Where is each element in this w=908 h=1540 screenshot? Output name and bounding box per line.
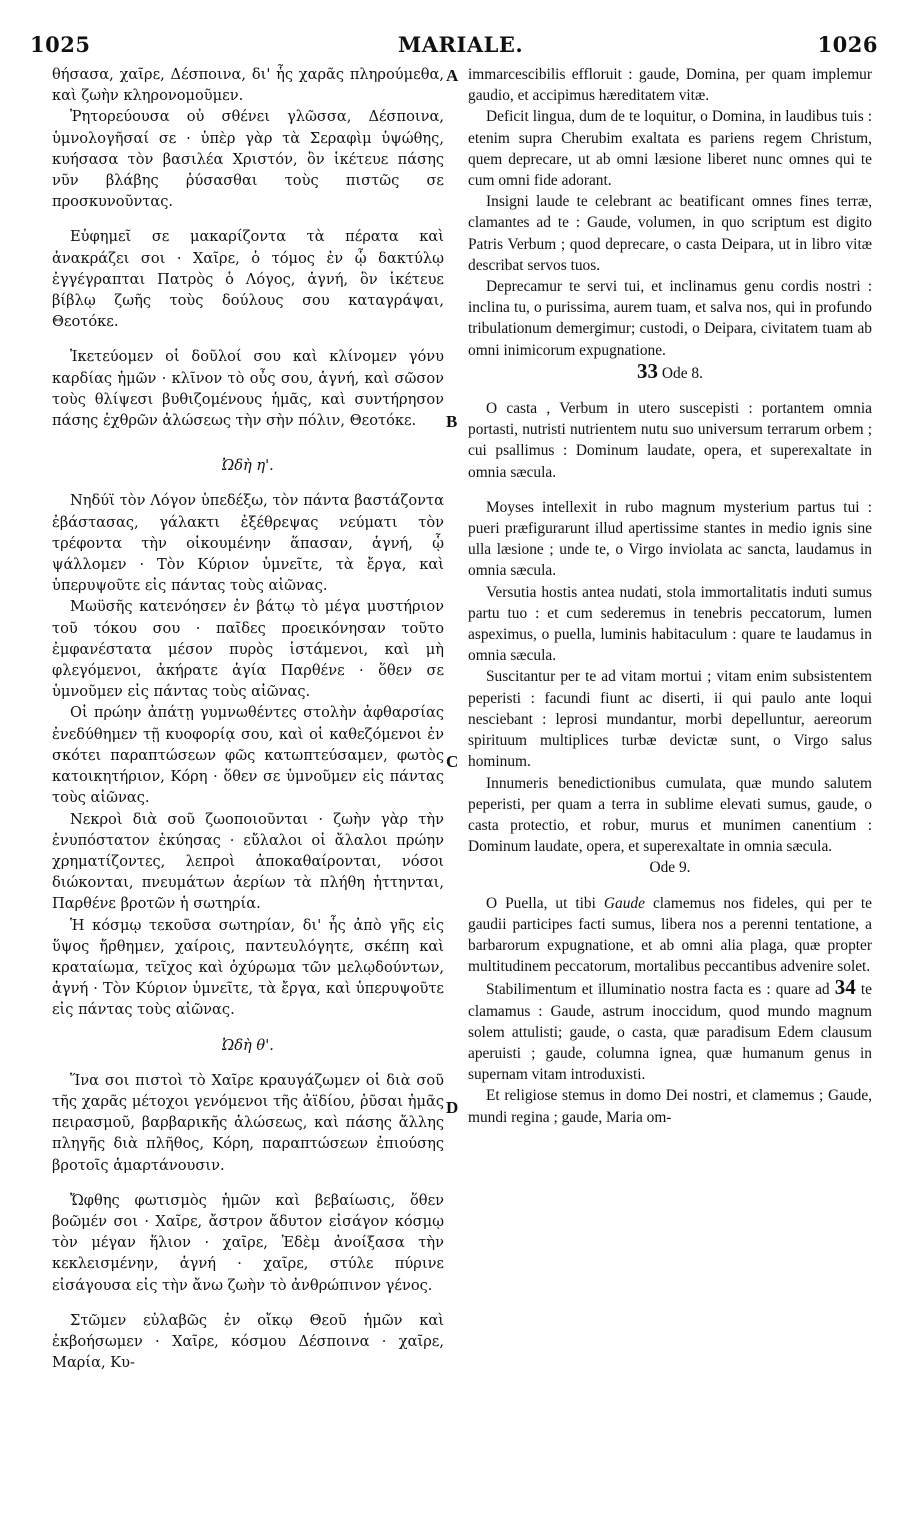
latin-paragraph: Deficit lingua, dum de te loquitur, o Domina, in laudibus tuis : etenim supra Cherubim exaltata es pariens regem Christum, quem deprecare, ut ab omni læsione liberet nunc omnes qui te cum omni fide adorant. xyxy=(468,108,872,190)
margin-marker-c: C xyxy=(446,752,459,771)
greek-paragraph: Μωϋσῆς κατενόησεν ἐν βάτῳ τὸ μέγα μυστήριον τοῦ τόκου σου · παῖδες προεικόνησαν τοῦτο ἐμφανέστατα μέσον πυρὸς ἱστάμενοι, καὶ μὴ φλεγόμενοι, ἀκήρατε ἁγία Παρθένε · ὅθεν σε ὑμνοῦμεν εἰς πάντας τοὺς αἰῶνας. xyxy=(52,598,444,701)
latin-paragraph xyxy=(468,977,872,1085)
greek-paragraph: Ῥητορεύουσα οὐ σθένει γλῶσσα, Δέσποινα, ὑμνολογῆσαί σε · ὑπὲρ γὰρ τὰ Σεραφὶμ ὑψώθης, κυήσασα τὸν βασιλέα Χριστόν, ὃν ἱκέτευε πάσης νῦν βλάβης ῥύσασθαι τοὺς πιστῶς σε προσκυνοῦντας. xyxy=(52,108,444,211)
latin-paragraph xyxy=(468,893,872,978)
greek-paragraph: Ἡ κόσμῳ τεκοῦσα σωτηρίαν, δι' ἧς ἀπὸ γῆς εἰς ὕψος ἤρθημεν, χαίροις, παντευλόγητε, σκέπη καὶ κραταίωμα, τεῖχος καὶ ὀχύρωμα τῶν μελῳδούντων, ἁγνή · Τὸν Κύριον ὑμνεῖτε, τὰ ἔργα, καὶ ὑπερυψοῦτε εἰς πάντας τοὺς αἰῶνας. xyxy=(52,916,444,1019)
greek-paragraph: Ὤφθης φωτισμὸς ἡμῶν καὶ βεβαίωσις, ὅθεν βοῶμέν σοι · Χαῖρε, ἄστρον ἄδυτον εἰσάγον κόσμῳ τὸν μέγαν ἥλιον · χαῖρε, Ἐδὲμ ἀνοίξασα τὴν κεκλεισμένην, ἁγνή · χαῖρε, στύλε πύρινε εἰσάγουσα εἰς τὴν ἄνω ζωὴν τὸ ἀνθρώπινον γένος. xyxy=(52,1191,444,1294)
latin-text-segment: O Puella, ut tibi xyxy=(486,894,604,912)
page-number-right: 1026 xyxy=(817,32,878,57)
greek-paragraph: θήσασα, χαῖρε, Δέσποινα, δι' ἧς χαρᾶς πληρούμεθα, καὶ ζωὴν κληρονομοῦμεν. xyxy=(52,66,444,105)
ode-8-label: Ode 8. xyxy=(661,364,703,382)
latin-paragraph: Moyses intellexit in rubo magnum mysterium partus tui : pueri præfigurarunt illud apertissime stantes in medio ignis sine ulla læsione ; unde te, o Virgo inviolata ac sancta, laudamus in omnia sæcula. xyxy=(468,498,872,580)
latin-paragraph: O casta , Verbum in utero suscepisti : portantem omnia portasti, nutristi nutrientem nutu suo universum terrarum orbem ; cui psallimus : Dominum laudate, opera, et superexaltate in omnia sæcula. xyxy=(468,400,872,481)
greek-paragraph: Ἱκετεύομεν οἱ δοῦλοί σου καὶ κλίνομεν γόνυ καρδίας ἡμῶν · κλῖνον τὸ οὖς σου, ἁγνή, καὶ σῶσον τοὺς θλίψεσι βυθιζομένους ἡμᾶς, καὶ συντήρησον πάσης ἐχθρῶν ἁλώσεως τὴν σὴν πόλιν, Θεοτόκε. xyxy=(52,348,444,430)
latin-column xyxy=(468,64,872,1128)
latin-paragraph: Suscitantur per te ad vitam mortui ; vitam enim subsistentem peperisti : facundi fiunt ac diserti, ii qui paulo ante loqui nesciebant : leprosi mundantur, morbi depelluntur, aereorum spirituum multiplices turbæ devictæ sunt, o Virgo salus hominum. xyxy=(468,668,872,771)
margin-marker-b: B xyxy=(446,412,458,431)
latin-text-segment: te clamamus : Gaude, astrum inoccidum, quod mundo magnum solem attulisti; gaude, o casta, quæ paradisum Edem clausum aperuisti ; gaude, columna ignea, quæ humanum genus in supernam vitam introduxisti. xyxy=(468,981,872,1084)
section-number: 33 xyxy=(637,358,659,383)
greek-ode-9-heading: Ὠδὴ θ'. xyxy=(222,1036,274,1054)
greek-paragraph: Ἵνα σοι πιστοὶ τὸ Χαῖρε κραυγάζωμεν οἱ διὰ σοῦ τῆς χαρᾶς μέτοχοι γενόμενοι τῆς ἀϊδίου, ῥῦσαι ἡμᾶς πειρασμοῦ, βαρβαρικῆς ἁλώσεως, καὶ πάσης ἄλλης πληγῆς διὰ πλῆθος, Κόρη, παραπτώσεων ἐπιούσης βροτοῖς ἁμαρτάνουσιν. xyxy=(52,1071,444,1174)
margin-marker-d: D xyxy=(446,1098,459,1117)
section-number: 34 xyxy=(834,975,856,1000)
latin-paragraph: Deprecamur te servi tui, et inclinamus genu cordis nostri : inclina tu, o purissima, aurem tuam, et salva nos, qui in profundo tribulationum demergimur; custodi, o Deipara, civitatem tuam ab omni inimicorum expugnatione. xyxy=(468,278,872,359)
greek-paragraph: Στῶμεν εὐλαβῶς ἐν οἴκῳ Θεοῦ ἡμῶν καὶ ἐκβοήσωμεν · Χαῖρε, κόσμου Δέσποινα · χαῖρε, Μαρία, Κυ- xyxy=(52,1311,444,1372)
latin-paragraph: Et religiose stemus in domo Dei nostri, et clamemus ; Gaude, mundi regina ; gaude, Maria om- xyxy=(468,1087,872,1126)
greek-column xyxy=(52,64,444,1373)
latin-ode-9-heading: Ode 9. xyxy=(649,859,691,877)
latin-paragraph: Versutia hostis antea nudati, stola immortalitatis induti sumus partu tuo : et cum sederemus in tenebris peccatorum, lumen aspeximus, o puella, luminis habitaculum : quare te laudamus in omnia sæcula. xyxy=(468,583,872,665)
greek-paragraph: Νεκροὶ διὰ σοῦ ζωοποιοῦνται · ζωὴν γὰρ τὴν ἐνυπόστατον ἐκύησας · εὔλαλοι οἱ ἄλαλοι πρώην χρηματίζοντες, λεπροὶ ἀποκαθαίρονται, νόσοι διώκονται, πνευμάτων ἀερίων τὰ πλήθη ἡττηνται, Παρθένε βροτῶν ἡ σωτηρία. xyxy=(52,810,444,913)
greek-paragraph: Νηδύϊ τὸν Λόγον ὑπεδέξω, τὸν πάντα βαστάζοντα ἐβάστασας, γάλακτι ἐξέθρεψας νεύματι τὸν τρέφοντα τὴν οἰκουμένην ἅπασαν, ἁγνή, ᾧ ψάλλομεν · Τὸν Κύριον ὑμνεῖτε, τὰ ἔργα, καὶ ὑπερυψοῦτε εἰς πάντας τοὺς αἰῶνας. xyxy=(52,492,444,595)
running-title: MARIALE. xyxy=(398,32,524,57)
latin-paragraph: Innumeris benedictionibus cumulata, quæ mundo salutem peperisti, per quam a terra in sublime elevati sumus, gaude, o casta protectio, et robur, murus et munimen canentium : Dominum laudate, opera, et superexaltate in omnia sæcula. xyxy=(468,774,872,856)
gaude-italic: Gaude xyxy=(603,894,645,912)
latin-paragraph: Insigni laude te celebrant ac beatificant omnes fines terræ, clamantes ad te : Gaude, volumen, in quo scriptum est digito Patris Verbum ; quod deprecare, o casta Deipara, ut in libro vitæ describat servos tuos. xyxy=(468,193,872,274)
page-number-left: 1025 xyxy=(30,32,91,57)
latin-text-segment: clamemus nos fideles, qui per te gaudii participes facti sumus, libera nos a perenni tentatione, a barbarorum expugnatione, et ab omni alia plaga, quæ propter multitudinem peccatorum, mortalibus peccantibus advenire solet. xyxy=(468,894,872,976)
latin-ode-8-heading xyxy=(468,358,872,384)
greek-ode-8-heading: Ὠδὴ η'. xyxy=(222,457,274,475)
margin-marker-a: A xyxy=(446,66,459,85)
greek-paragraph: Εὐφημεῖ σε μακαρίζοντα τὰ πέρατα καὶ ἀνακράζει σοι · Χαῖρε, ὁ τόμος ἐν ᾧ δακτύλῳ ἐγγέγραπται Πατρὸς ὁ Λόγος, ἁγνή, ὃν ἱκέτευε βίβλῳ ζωῆς τοὺς δούλους σου καταγράψαι, Θεοτόκε. xyxy=(52,228,444,331)
greek-paragraph: Οἱ πρώην ἀπάτῃ γυμνωθέντες στολὴν ἀφθαρσίας ἐνεδύθημεν τῇ κυοφορίᾳ σου, καὶ οἱ καθεζόμενοι ἐν σκότει παραπτώσεων φῶς κατωπτεύσαμεν, φωτὸς κατοικητήριον, Κόρη · ὅθεν σε ὑμνοῦμεν εἰς πάντας τοὺς αἰῶνας. xyxy=(52,704,444,807)
latin-text-segment: Stabilimentum et illuminatio nostra facta es : quare ad xyxy=(486,981,835,999)
latin-paragraph: immarcescibilis effloruit : gaude, Domina, per quam implemur gaudio, et accipimus hæreditatem vitæ. xyxy=(468,66,872,105)
